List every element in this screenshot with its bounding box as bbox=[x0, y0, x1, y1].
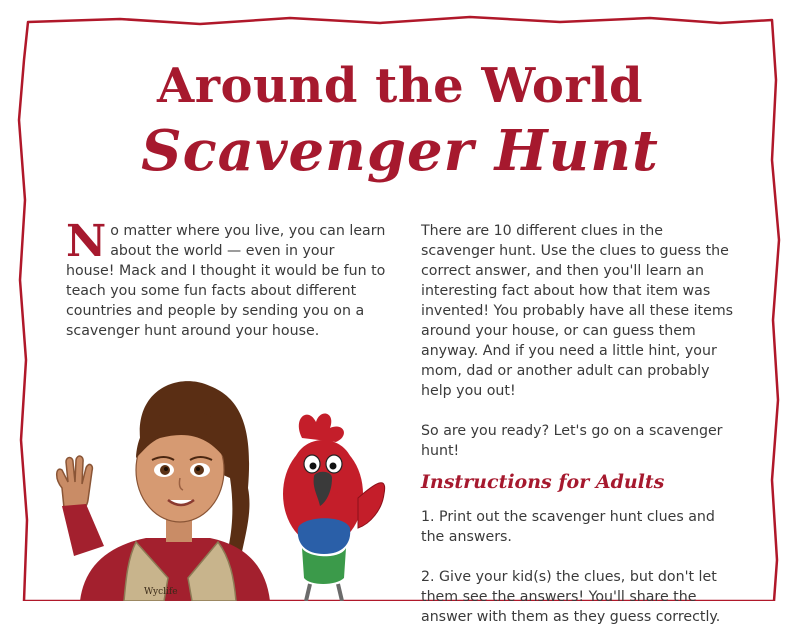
intro-column bbox=[66, 216, 386, 341]
intro-paragraph: o matter where you live, you can learn about the world — even in your house! Mack and I thought it would be fun to teach you some fun facts about different countries and people by sending you on a scavenger hunt around your house. bbox=[66, 223, 386, 339]
ready-paragraph: So are you ready? Let's go on a scavenger hunt! bbox=[421, 423, 723, 459]
girl-and-parrot-illustration bbox=[40, 378, 410, 601]
girl-character bbox=[57, 381, 270, 601]
drop-cap: N bbox=[66, 216, 107, 267]
instruction-step-1: 1. Print out the scavenger hunt clues and the answers. bbox=[421, 509, 715, 545]
page-title: Around the World bbox=[156, 58, 644, 114]
page-subtitle: Scavenger Hunt bbox=[141, 118, 659, 184]
instruction-step-2: 2. Give your kid(s) the clues, but don't let them see the answers! You'll share the answer with them as they guess correctly. bbox=[421, 569, 721, 625]
parrot-character bbox=[283, 413, 385, 601]
instructions-column bbox=[421, 221, 739, 627]
intro-paragraph-2: There are 10 different clues in the scavenger hunt. Use the clues to guess the correct answer, and then you'll learn an interesting fact about how that item was invented! You probably have all these items around your house, or can guess them anyway. And if you need a little hint, your mom, dad or another adult can probably help you out! bbox=[421, 223, 734, 399]
vest-label: Wyclife bbox=[144, 587, 178, 597]
adults-heading: Instructions for Adults bbox=[421, 471, 665, 493]
